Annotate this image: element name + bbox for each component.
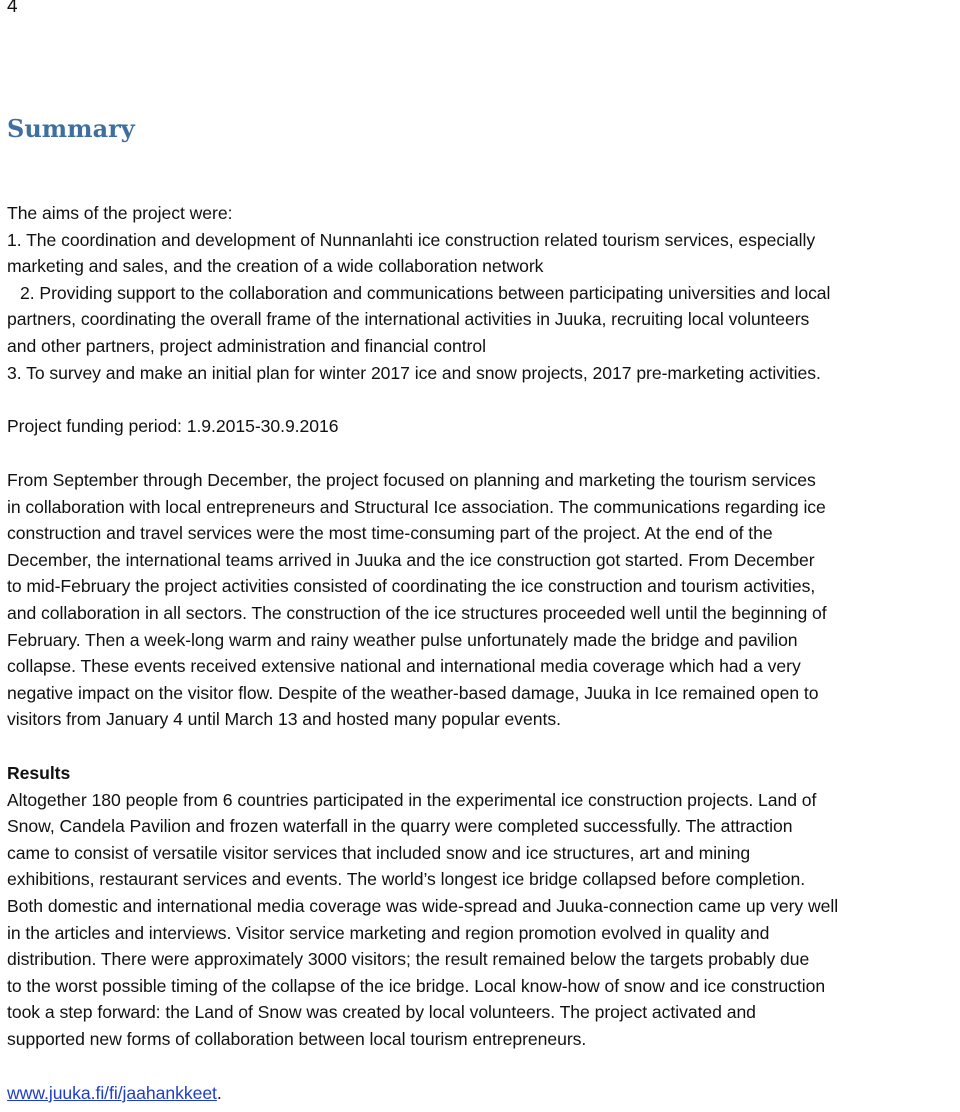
paragraph-line: From September through December, the project focused on planning and marketing the tourism services [7,470,816,490]
aim-3-line-1: 3. To survey and make an initial plan for winter 2017 ice and snow projects, 2017 pre-marketing activities. [7,362,821,383]
results-line: Snow, Candela Pavilion and frozen waterfall in the quarry were completed successfully. The attraction [7,816,793,837]
paragraph-line: visitors from January 4 until March 13 and hosted many popular events. [7,709,561,730]
page-number: 4 [7,0,18,17]
paragraph-line: construction and travel services were the most time-consuming part of the project. At the end of the [7,523,773,544]
paragraph-line: collapse. These events received extensive national and international media coverage which had a very [7,656,801,677]
results-line: in the articles and interviews. Visitor service marketing and region promotion evolved in quality and [7,922,770,943]
results-line: took a step forward: the Land of Snow was created by local volunteers. The project activated and [7,1002,756,1023]
aim-1-line-1: 1. The coordination and development of Nunnanlahti ice construction related tourism services, especially [7,229,816,250]
funding-period-text: Project funding period: 1.9.2015-30.9.2016 [7,416,339,436]
results-section [7,760,960,1053]
results-heading: Results [7,763,71,783]
paragraph-line: December, the international teams arrived in Juuka and the ice construction got started. From December [7,549,815,570]
project-website-link[interactable]: www.juuka.fi/fi/jaahankkeet [7,1083,217,1103]
link-suffix: . [216,1083,222,1103]
results-line: to the worst possible timing of the collapse of the ice bridge. Local know-how of snow and ice construction [7,975,826,996]
page-title: Summary [7,114,135,143]
aim-1-line-2: marketing and sales, and the creation of a wide collaboration network [7,256,544,277]
results-line: Both domestic and international media coverage was wide-spread and Juuka-connection came up very well [7,895,839,916]
paragraph-line: February. Then a week-long warm and rainy weather pulse unfortunately made the bridge and pavilion [7,629,798,650]
aim-2-line-3: and other partners, project administration and financial control [7,335,486,356]
paragraph-line: to mid-February the project activities consisted of coordinating the ice construction and tourism activities, [7,576,816,597]
paragraph-line: and collaboration in all sectors. The construction of the ice structures proceeded well until the beginning of [7,602,827,623]
narrative-paragraph [7,467,960,733]
paragraph-line: negative impact on the visitor flow. Despite of the weather-based damage, Juuka in Ice remained open to [7,682,819,703]
aim-2-line-1: 2. Providing support to the collaboration and communications between participating universities and local [20,282,831,303]
aims-section [7,200,960,386]
results-line: came to consist of versatile visitor services that included snow and ice structures, art and mining [7,842,751,863]
aims-intro: The aims of the project were: [7,203,233,223]
results-line: Altogether 180 people from 6 countries participated in the experimental ice construction projects. Land of [7,789,817,810]
paragraph-line: in collaboration with local entrepreneurs and Structural Ice association. The communications regarding ice [7,496,826,517]
results-line: exhibitions, restaurant services and events. The world’s longest ice bridge collapsed before completion. [7,869,806,890]
link-line [7,1080,960,1107]
funding-period [7,413,960,440]
aim-2-line-2: partners, coordinating the overall frame of the international activities in Juuka, recruiting local volunteers [7,309,810,330]
results-line: distribution. There were approximately 3000 visitors; the result remained below the targets probably due [7,949,810,970]
results-line: supported new forms of collaboration between local tourism entrepreneurs. [7,1028,587,1049]
